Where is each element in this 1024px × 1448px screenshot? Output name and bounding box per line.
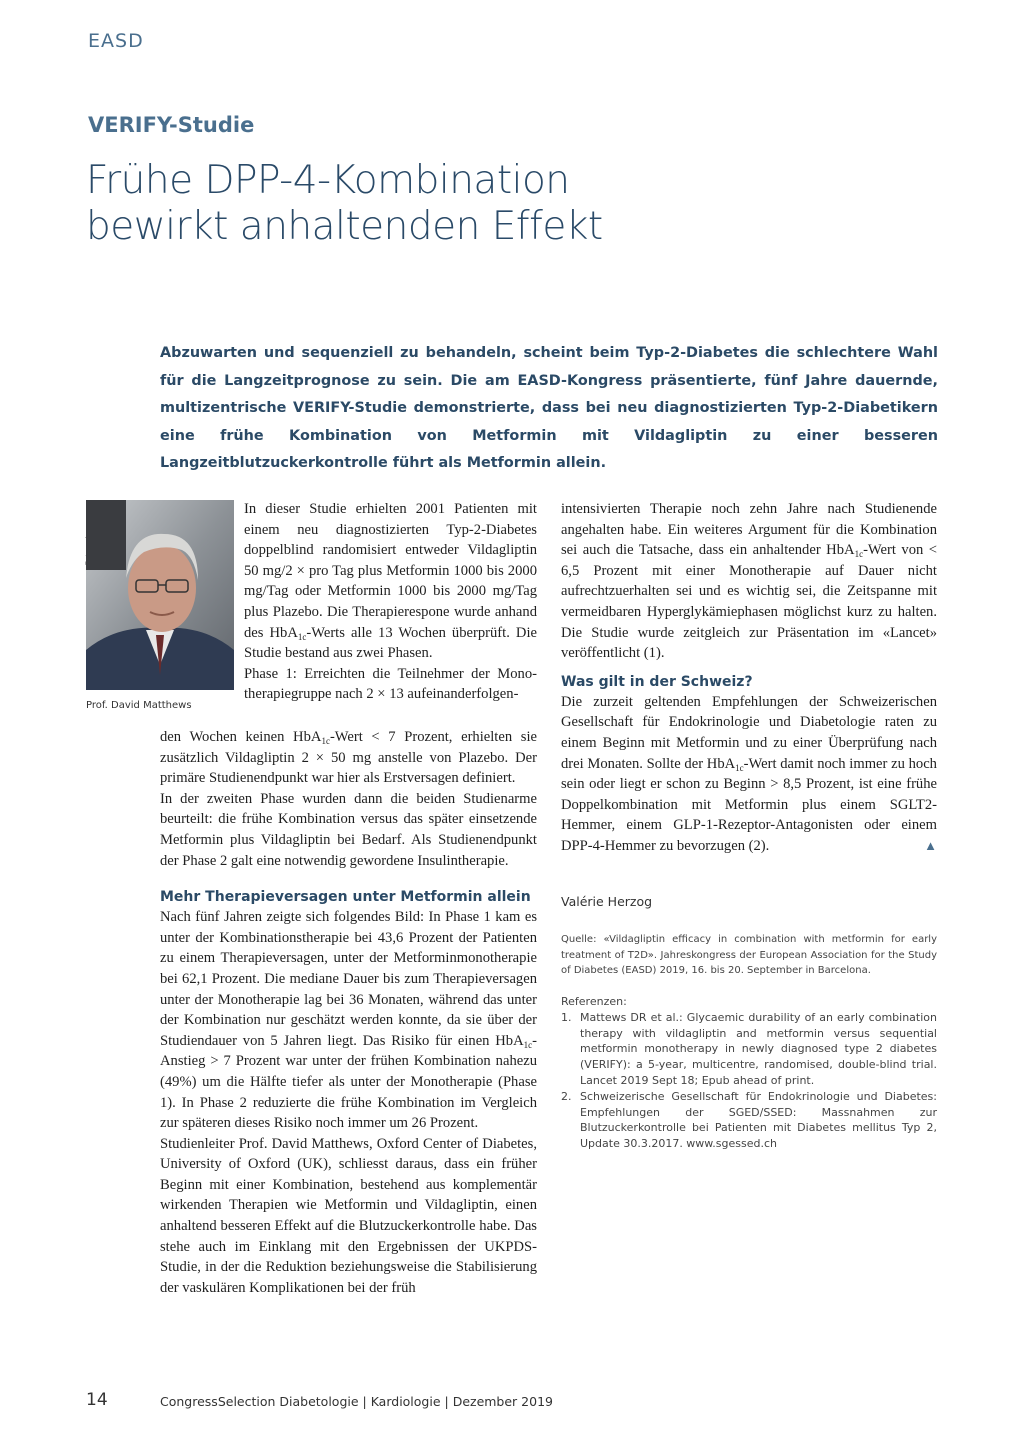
end-of-article-triangle-icon: ▲ (924, 837, 937, 853)
column-2 (561, 499, 937, 857)
article-title (86, 158, 786, 250)
paragraph-2-start: Phase 1: Erreichten die Teilnehmer der Monotherapiegruppe nach 2 × 13 aufeinanderfolgen- (244, 665, 537, 703)
paragraph-6: intensivierten Therapie noch zehn Jahre nach Studienende angehalten habe. Ein weiteres Argument für die Kombination sei auch die Tatsache, dass ein anhaltender HbA$_{1c}$-Wert von < 6,5 Prozent mit einer Monotherapie auf Dauer nicht aufrechtzuerhalten sei und es wichtig sei, die Zeitspanne mit vermeidbaren Hyperglykämiephasen möglichst kurz zu halten. Die Studie wurde zeitgleich zur Präsentation im «Lancet» veröffentlicht (1). (561, 501, 937, 662)
article-kicker: VERIFY-Studie (88, 113, 255, 137)
title-line-1: Frühe DPP-4-Kombination (86, 158, 570, 203)
references (561, 994, 937, 1152)
publication-footer: CongressSelection Diabetologie | Kardiologie | Dezember 2019 (160, 1394, 553, 1409)
subheading-2: Was gilt in der Schweiz? (561, 673, 753, 690)
page-number: 14 (86, 1390, 108, 1410)
paragraph-7: Die zurzeit geltenden Empfehlungen der Schweizerischen Gesellschaft für Endokrinologie und Diabetologie raten zu einem Beginn mit Metformin und zu einer Überprüfung nach drei Monaten. Sollte der HbA$_{1c}$-Wert damit noch immer zu hoch sein oder liegt er schon zu Beginn > 8,5 Prozent, ist eine frühe Doppelkombination mit Metformin plus einem SGLT2-Hemmer, einem GLP-1-Rezeptor-Antagonisten oder einem DPP-4-Hemmer zu bevorzugen (2). ▲ (561, 692, 937, 857)
column-1-lower (160, 727, 537, 1298)
section-label: EASD (88, 30, 144, 52)
source-note: Quelle: «Vildagliptin efficacy in combination with metformin for early treatment of T2D». Jahreskongress der European Association for the Study of Diabetes (EASD) 2019, 16. bis 20. September in Barcelona. (561, 934, 937, 977)
paragraph-2-continued: den Wochen keinen HbA$_{1c}$-Wert < 7 Prozent, erhielten sie zusätzlich Vildagliptin 2 × 50 mg anstelle von Plazebo. Der primäre Studienendpunkt war hier als Erstversagen definiert. (160, 729, 537, 787)
paragraph-4: Nach fünf Jahren zeigte sich folgendes Bild: In Phase 1 kam es unter der Kombinationstherapie bei 43,6 Prozent der Patienten zu einem Therapieversagen, unter der Metforminmonotherapie bei 62,1 Prozent. Die mediane Dauer bis zum Therapieversagen unter der Monotherapie lag bei 36 Monaten, während das unter der Kombination nur geschätzt werden konnte, da sie über der Studiendauer von 5 Jahren liegt. Das Risiko für einen HbA$_{1c}$-Anstieg > 7 Prozent war unter der frühen Kombination nahezu (49%) um die Hälfte tiefer als unter der Monotherapie (Phase 1). In Phase 2 reduzierte die frühe Kombination im Vergleich zur späteren dieses Risiko noch immer um 26 Prozent. (160, 909, 537, 1132)
references-heading: Referenzen: (561, 995, 627, 1008)
reference-item: 1. Mattews DR et al.: Glycaemic durability of an early combination therapy with vildagliptin and metformin versus sequential metformin monotherapy in newly diagnosed type 2 diabetes (VERIFY): a 5-year, multicentre, randomised, double-blind trial. Lancet 2019 Sept 18; Epub ahead of print. (561, 1010, 937, 1087)
reference-item: 2. Schweizerische Gesellschaft für Endokrinologie und Diabetes: Empfehlungen der SGED/SSED: Massnahmen zur Blutzuckerkontrolle bei Patienten mit Diabetes mellitus Typ 2, Update 30.3.2017. www.sgessed.ch (561, 1089, 937, 1151)
portrait-image (86, 500, 234, 690)
paragraph-3: In der zweiten Phase wurden dann die beiden Studienarme beurteilt: die frühe Kombination versus das später einsetzende Metformin plus Vildagliptin bei Bedarf. Als Studienendpunkt der Phase 2 galt eine notwendig gewordene Insulintherapie. (160, 790, 537, 869)
author-photo (86, 500, 234, 690)
paragraph-1: In dieser Studie erhielten 2001 Patienten mit einem neu diagnostizierten Typ-2-Diabetes doppelblind randomisiert entweder Vildagliptin 50 mg/2 × pro Tag plus Metformin 1000 bis 2000 mg/Tag oder Metformin 1000 bis 2000 mg/Tag plus Plazebo. Die Therapierespone wurde anhand des HbA$_{1c}$-Werts alle 13 Wochen überprüft. Die Studie bestand aus zwei Phasen. (244, 501, 537, 662)
photo-caption: Prof. David Matthews (86, 700, 192, 711)
lead-paragraph: Abzuwarten und sequenziell zu behandeln, scheint beim Typ-2-Diabetes die schlechtere Wahl für die Langzeitprognose zu sein. Die am EASD-Kongress präsentierte, fünf Jahre dauernde, multizentrische VERIFY-Studie demonstrierte, dass bei neu diagnostizierten Typ-2-Diabetikern eine frühe Kombination von Metformin mit Vildagliptin zu einer besseren Langzeitblutzuckerkontrolle führt als Metformin allein. (160, 345, 938, 471)
subheading-1: Mehr Therapieversagen unter Metformin allein (160, 889, 531, 906)
paragraph-5: Studienleiter Prof. David Matthews, Oxford Center of Diabetes, University of Oxford (UK), schliesst daraus, dass ein früher Beginn mit einer Kombination, bestehend aus komplementär wirkenden Therapien wie Metformin und Vildagliptin, einen anhaltend besseren Effekt auf die Blutzuckerkontrolle habe. Das stehe auch im Einklang mit den Ergebnissen der UKPDS-Studie, in der die Reduktion beziehungsweise die Stabilisierung der vaskulären Komplikationen bei der früh (160, 1135, 537, 1296)
column-1-upper (244, 499, 537, 705)
title-line-2: bewirkt anhaltenden Effekt (86, 204, 603, 249)
author-name: Valérie Herzog (561, 894, 653, 909)
